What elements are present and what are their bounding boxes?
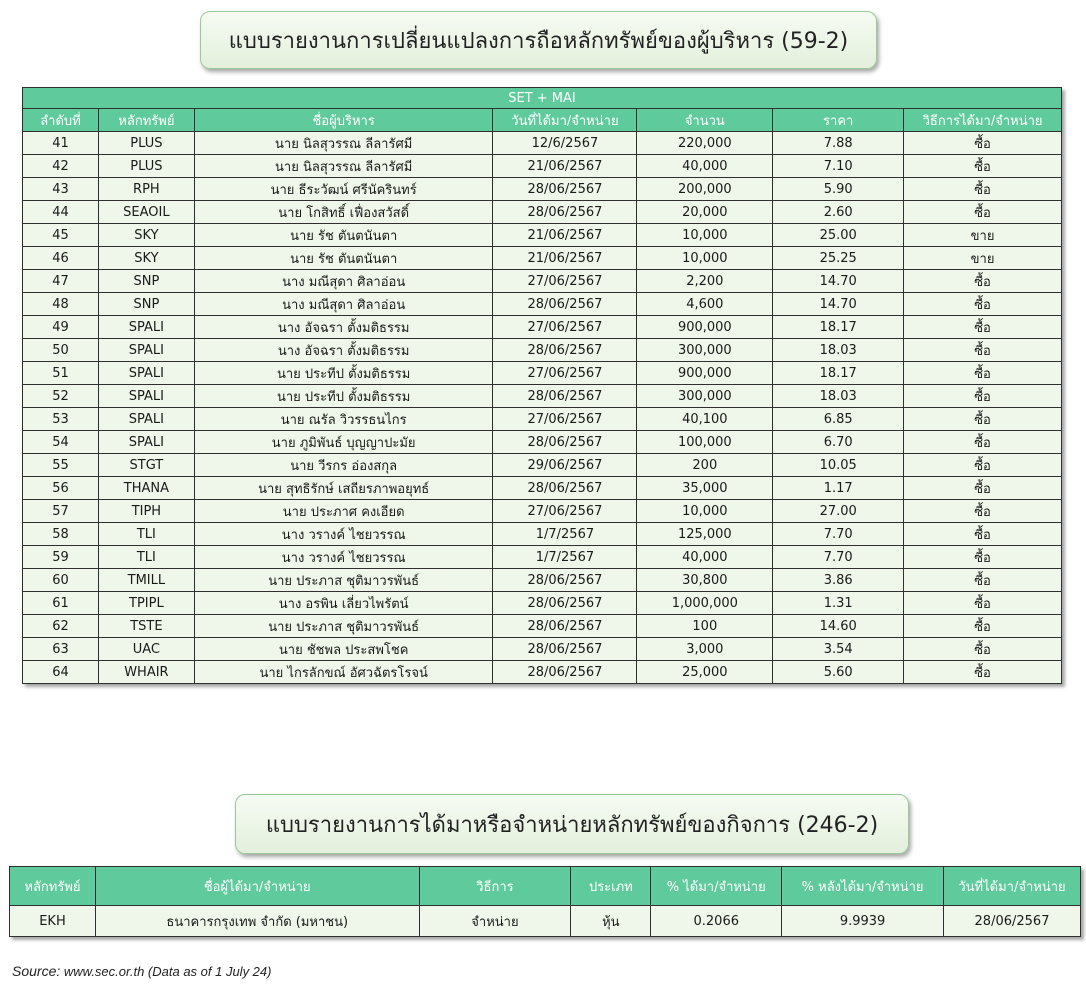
table-cell: 28/06/2567 xyxy=(493,569,637,592)
table-cell: SNP xyxy=(98,293,194,316)
table-cell: 28/06/2567 xyxy=(493,293,637,316)
table-cell: 10,000 xyxy=(637,247,773,270)
table-row xyxy=(23,339,1062,362)
table-cell: 14.70 xyxy=(773,293,904,316)
table-cell: นาย ประทีป ตั้งมติธรรม xyxy=(194,362,493,385)
table-cell: 12/6/2567 xyxy=(493,132,637,155)
table-cell: THANA xyxy=(98,477,194,500)
table-cell: 40,000 xyxy=(637,546,773,569)
table-row xyxy=(23,615,1062,638)
table-cell: 28/06/2567 xyxy=(493,592,637,615)
report-246-2-title-text: แบบรายงานการได้มาหรือจำหน่ายหลักทรัพย์ของกิจการ (246-2) xyxy=(265,812,879,838)
table-cell: TLI xyxy=(98,523,194,546)
table-cell: 7.70 xyxy=(773,523,904,546)
table-cell: 1.31 xyxy=(773,592,904,615)
table-cell: 28/06/2567 xyxy=(493,477,637,500)
table-cell: 18.17 xyxy=(773,362,904,385)
table-cell: ซื้อ xyxy=(904,661,1062,684)
table-cell: 27/06/2567 xyxy=(493,316,637,339)
col-header-security: หลักทรัพย์ xyxy=(10,867,96,906)
table-row xyxy=(23,523,1062,546)
table-cell: 28/06/2567 xyxy=(944,906,1081,937)
table-cell: ซื้อ xyxy=(904,155,1062,178)
table-row xyxy=(23,661,1062,684)
table-cell: 63 xyxy=(23,638,99,661)
table-cell: นาง มณีสุดา ศิลาอ่อน xyxy=(194,293,493,316)
table-cell: SKY xyxy=(98,247,194,270)
col-header-quantity: จำนวน xyxy=(637,109,773,132)
table-row xyxy=(23,500,1062,523)
table-cell: 58 xyxy=(23,523,99,546)
table-cell: นาย สุทธิรักษ์ เสถียรภาพอยุทธ์ xyxy=(194,477,493,500)
table-cell: นาย ชัชพล ประสพโชค xyxy=(194,638,493,661)
table-cell: TIPH xyxy=(98,500,194,523)
table-cell: 51 xyxy=(23,362,99,385)
table-row xyxy=(23,408,1062,431)
table-cell: RPH xyxy=(98,178,194,201)
table-cell: 27/06/2567 xyxy=(493,408,637,431)
table-cell: ซื้อ xyxy=(904,638,1062,661)
table-row xyxy=(23,638,1062,661)
table-cell: ซื้อ xyxy=(904,362,1062,385)
table-cell: 55 xyxy=(23,454,99,477)
table-row xyxy=(23,247,1062,270)
col-header-date: วันที่ได้มา/จำหน่าย xyxy=(493,109,637,132)
table-cell: WHAIR xyxy=(98,661,194,684)
table-cell: 900,000 xyxy=(637,362,773,385)
table-cell: 7.10 xyxy=(773,155,904,178)
table-cell: ซื้อ xyxy=(904,431,1062,454)
table-cell: 1.17 xyxy=(773,477,904,500)
market-band-header: SET + MAI xyxy=(23,88,1062,109)
table-cell: 28/06/2567 xyxy=(493,661,637,684)
table-cell: 220,000 xyxy=(637,132,773,155)
table-cell: 43 xyxy=(23,178,99,201)
table-cell: นาย นิลสุวรรณ ลีลารัศมี xyxy=(194,132,493,155)
report-246-2-title xyxy=(235,794,909,854)
table-cell: SKY xyxy=(98,224,194,247)
table-cell: นาย ธีระวัฒน์ ศรีนัครินทร์ xyxy=(194,178,493,201)
table-cell: 25.25 xyxy=(773,247,904,270)
table-cell: 100 xyxy=(637,615,773,638)
col-header-type: ประเภท xyxy=(571,867,651,906)
table-row xyxy=(23,431,1062,454)
table-cell: ซื้อ xyxy=(904,385,1062,408)
table-row xyxy=(23,155,1062,178)
table-row xyxy=(23,316,1062,339)
table-cell: 57 xyxy=(23,500,99,523)
table-cell: 48 xyxy=(23,293,99,316)
table-cell: 28/06/2567 xyxy=(493,638,637,661)
table-cell: 54 xyxy=(23,431,99,454)
table-cell: 46 xyxy=(23,247,99,270)
report-59-2-title-text: แบบรายงานการเปลี่ยนแปลงการถือหลักทรัพย์ของผู้บริหาร (59-2) xyxy=(228,28,849,54)
table-row xyxy=(23,270,1062,293)
table-cell: ซื้อ xyxy=(904,592,1062,615)
table-cell: TPIPL xyxy=(98,592,194,615)
table-cell: 47 xyxy=(23,270,99,293)
table-cell: 28/06/2567 xyxy=(493,178,637,201)
table-cell: 0.2066 xyxy=(651,906,782,937)
table-cell: SPALI xyxy=(98,339,194,362)
table-cell: 10,000 xyxy=(637,224,773,247)
table-cell: 28/06/2567 xyxy=(493,431,637,454)
table-cell: 3.86 xyxy=(773,569,904,592)
table-cell: 21/06/2567 xyxy=(493,155,637,178)
table-cell: ซื้อ xyxy=(904,178,1062,201)
table-cell: นาย วีรกร อ่องสกุล xyxy=(194,454,493,477)
table-cell: 10,000 xyxy=(637,500,773,523)
table-cell: 45 xyxy=(23,224,99,247)
table-cell: 4,600 xyxy=(637,293,773,316)
table-cell: 1,000,000 xyxy=(637,592,773,615)
table-cell: 3.54 xyxy=(773,638,904,661)
report-59-2-title xyxy=(200,11,877,69)
table-cell: 60 xyxy=(23,569,99,592)
table-cell: 28/06/2567 xyxy=(493,385,637,408)
table-cell: ขาย xyxy=(904,224,1062,247)
table-cell: 40,000 xyxy=(637,155,773,178)
table-cell: 50 xyxy=(23,339,99,362)
table-row xyxy=(10,906,1081,937)
col-header-pct-transacted: % ได้มา/จำหน่าย xyxy=(651,867,782,906)
table-cell: 14.70 xyxy=(773,270,904,293)
table-cell: 1/7/2567 xyxy=(493,523,637,546)
table-cell: นาย ประภาศ คงเอียด xyxy=(194,500,493,523)
table-cell: ซื้อ xyxy=(904,615,1062,638)
table-cell: 27/06/2567 xyxy=(493,500,637,523)
col-header-method: วิธีการ xyxy=(419,867,571,906)
table-cell: 62 xyxy=(23,615,99,638)
table-row xyxy=(23,201,1062,224)
table-cell: 14.60 xyxy=(773,615,904,638)
table-cell: 28/06/2567 xyxy=(493,201,637,224)
table-cell: นาง อรพิน เลี่ยวไพรัตน์ xyxy=(194,592,493,615)
table-cell: 5.60 xyxy=(773,661,904,684)
table-cell: ซื้อ xyxy=(904,477,1062,500)
table-row xyxy=(23,592,1062,615)
company-acquisition-table xyxy=(9,866,1081,937)
table-cell: 61 xyxy=(23,592,99,615)
table-cell: 28/06/2567 xyxy=(493,615,637,638)
table-row xyxy=(23,477,1062,500)
table-cell: 56 xyxy=(23,477,99,500)
col-header-executive-name: ชื่อผู้บริหาร xyxy=(194,109,493,132)
table-cell: 52 xyxy=(23,385,99,408)
table-cell: 27/06/2567 xyxy=(493,270,637,293)
table-cell: ซื้อ xyxy=(904,408,1062,431)
table-cell: ซื้อ xyxy=(904,454,1062,477)
col-header-seq: ลำดับที่ xyxy=(23,109,99,132)
table-cell: 59 xyxy=(23,546,99,569)
executive-holdings-table xyxy=(22,87,1062,684)
table-cell: นาง อัจฉรา ตั้งมติธรรม xyxy=(194,316,493,339)
table-cell: 200,000 xyxy=(637,178,773,201)
table-cell: EKH xyxy=(10,906,96,937)
table-cell: 44 xyxy=(23,201,99,224)
table-cell: 2.60 xyxy=(773,201,904,224)
table-cell: ซื้อ xyxy=(904,569,1062,592)
table-cell: TMILL xyxy=(98,569,194,592)
source-label: Source: xyxy=(12,963,61,979)
table-row xyxy=(23,362,1062,385)
table-row xyxy=(23,385,1062,408)
table-cell: นาย ประภาส ชุติมาวรพันธ์ xyxy=(194,569,493,592)
table-cell: 29/06/2567 xyxy=(493,454,637,477)
table-cell: 300,000 xyxy=(637,385,773,408)
table-row xyxy=(23,224,1062,247)
col-header-security: หลักทรัพย์ xyxy=(98,109,194,132)
table-cell: 125,000 xyxy=(637,523,773,546)
table-cell: ซื้อ xyxy=(904,339,1062,362)
table-cell: ซื้อ xyxy=(904,523,1062,546)
table-cell: 27.00 xyxy=(773,500,904,523)
table-cell: SPALI xyxy=(98,362,194,385)
table-cell: ซื้อ xyxy=(904,201,1062,224)
table-cell: 40,100 xyxy=(637,408,773,431)
table-cell: SPALI xyxy=(98,316,194,339)
table-cell: ซื้อ xyxy=(904,316,1062,339)
table-cell: นาย โกสิทธิ์ เฟื่องสวัสดิ์ xyxy=(194,201,493,224)
table-cell: UAC xyxy=(98,638,194,661)
table-cell: นาย ประภาส ชุติมาวรพันธ์ xyxy=(194,615,493,638)
table-cell: 21/06/2567 xyxy=(493,247,637,270)
table-cell: นาย ไกรลักขณ์ อัศวฉัตรโรจน์ xyxy=(194,661,493,684)
table-cell: SEAOIL xyxy=(98,201,194,224)
table-cell: 3,000 xyxy=(637,638,773,661)
table-cell: 300,000 xyxy=(637,339,773,362)
table-cell: 30,800 xyxy=(637,569,773,592)
table-cell: นาย ประทีป ตั้งมติธรรม xyxy=(194,385,493,408)
table-cell: 9.9939 xyxy=(782,906,944,937)
table-row xyxy=(23,454,1062,477)
table-cell: นาย รัช ตันตนันตา xyxy=(194,247,493,270)
table-cell: 25.00 xyxy=(773,224,904,247)
table-row xyxy=(23,546,1062,569)
table-cell: 53 xyxy=(23,408,99,431)
table-cell: 6.70 xyxy=(773,431,904,454)
table-cell: ซื้อ xyxy=(904,546,1062,569)
table-cell: นาย ณรัล วิวรรธนไกร xyxy=(194,408,493,431)
table-cell: TLI xyxy=(98,546,194,569)
table-cell: 900,000 xyxy=(637,316,773,339)
table-row xyxy=(23,293,1062,316)
table-cell: 18.17 xyxy=(773,316,904,339)
table-cell: ซื้อ xyxy=(904,293,1062,316)
table-cell: ซื้อ xyxy=(904,500,1062,523)
table-row xyxy=(23,569,1062,592)
table-cell: SPALI xyxy=(98,385,194,408)
table-cell: 21/06/2567 xyxy=(493,224,637,247)
table-cell: 10.05 xyxy=(773,454,904,477)
table-cell: 28/06/2567 xyxy=(493,339,637,362)
table-row xyxy=(23,178,1062,201)
table-cell: นาง วรางค์ ไชยวรรณ xyxy=(194,523,493,546)
table-cell: 27/06/2567 xyxy=(493,362,637,385)
table-cell: PLUS xyxy=(98,155,194,178)
table-cell: 7.88 xyxy=(773,132,904,155)
source-note xyxy=(12,963,271,979)
table-cell: ธนาคารกรุงเทพ จำกัด (มหาชน) xyxy=(95,906,419,937)
table-cell: นาย นิลสุวรรณ ลีลารัศมี xyxy=(194,155,493,178)
table-cell: นาง วรางค์ ไชยวรรณ xyxy=(194,546,493,569)
table-cell: 200 xyxy=(637,454,773,477)
table-cell: 41 xyxy=(23,132,99,155)
table-cell: 18.03 xyxy=(773,385,904,408)
table-row xyxy=(23,132,1062,155)
table-cell: 7.70 xyxy=(773,546,904,569)
table-cell: หุ้น xyxy=(571,906,651,937)
table-cell: TSTE xyxy=(98,615,194,638)
col-header-method: วิธีการได้มา/จำหน่าย xyxy=(904,109,1062,132)
table-cell: 18.03 xyxy=(773,339,904,362)
table-cell: นาย รัช ตันตนันตา xyxy=(194,224,493,247)
table-cell: SPALI xyxy=(98,408,194,431)
table-cell: 1/7/2567 xyxy=(493,546,637,569)
table-cell: PLUS xyxy=(98,132,194,155)
table-cell: 49 xyxy=(23,316,99,339)
table-cell: นาง มณีสุดา ศิลาอ่อน xyxy=(194,270,493,293)
table-cell: นาง อัจฉรา ตั้งมติธรรม xyxy=(194,339,493,362)
table-cell: 6.85 xyxy=(773,408,904,431)
table-cell: SNP xyxy=(98,270,194,293)
table-cell: ซื้อ xyxy=(904,132,1062,155)
table-cell: STGT xyxy=(98,454,194,477)
source-text: www.sec.or.th (Data as of 1 July 24) xyxy=(63,964,272,979)
table-cell: นาย ภูมิพันธ์ บุญญาปะมัย xyxy=(194,431,493,454)
table-cell: 2,200 xyxy=(637,270,773,293)
table-cell: 25,000 xyxy=(637,661,773,684)
table-cell: 42 xyxy=(23,155,99,178)
table-cell: 35,000 xyxy=(637,477,773,500)
table-cell: จำหน่าย xyxy=(419,906,571,937)
table-cell: 100,000 xyxy=(637,431,773,454)
col-header-date: วันที่ได้มา/จำหน่าย xyxy=(944,867,1081,906)
table-cell: 20,000 xyxy=(637,201,773,224)
table-cell: ขาย xyxy=(904,247,1062,270)
col-header-pct-after: % หลังได้มา/จำหน่าย xyxy=(782,867,944,906)
table-cell: ซื้อ xyxy=(904,270,1062,293)
table-cell: 5.90 xyxy=(773,178,904,201)
col-header-price: ราคา xyxy=(773,109,904,132)
table-cell: 64 xyxy=(23,661,99,684)
table-cell: SPALI xyxy=(98,431,194,454)
col-header-acquirer-name: ชื่อผู้ได้มา/จำหน่าย xyxy=(95,867,419,906)
